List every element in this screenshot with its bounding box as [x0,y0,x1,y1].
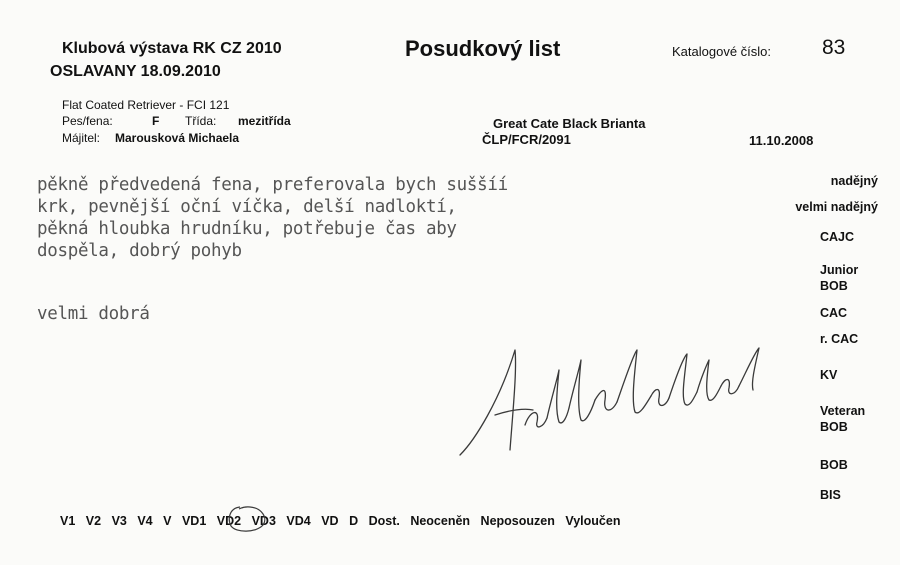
award-cac: CAC [820,306,848,320]
rating-option: Neposouzen [480,514,555,528]
rating-option-selected: VD2 [216,514,242,528]
owner-label: Májitel: [62,131,101,145]
breed: Flat Coated Retriever - FCI 121 [62,98,230,112]
dog-name: Great Cate Black Brianta [493,116,646,131]
rating-option: V2 [85,514,102,528]
award-veteran-bob: BOB [820,420,848,434]
class-label: Třída: [185,114,217,128]
rating-option: VD [321,514,339,528]
award-r-cac: r. CAC [820,332,859,346]
rating-option: V3 [111,514,127,528]
award-velmi-nadejny: velmi nadějný [795,200,878,214]
award-junior-bob: BOB [820,279,848,293]
catalog-number: 83 [822,36,846,59]
award-cajc: CAJC [820,230,855,244]
award-bob: BOB [820,458,848,472]
award-nadejny: nadějný [830,174,878,188]
assessment-line: krk, pevnější oční víčka, delší nadloktí, [37,197,457,217]
show-place-date: OSLAVANY 18.09.2010 [50,63,221,80]
assessment-grade: velmi dobrá [37,304,150,324]
award-kv: KV [820,368,838,382]
rating-option: VD4 [286,514,311,528]
assessment-line: pěkně předvedená fena, preferovala bych suššíí [37,175,508,195]
rating-option: Dost. [368,514,400,528]
assessment-line: pěkná hloubka hrudníku, potřebuje čas aby [37,219,457,239]
show-name: Klubová výstava RK CZ 2010 [62,40,282,57]
award-bis: BIS [820,488,841,502]
award-junior: Junior [820,263,859,277]
rating-option: Vyloučen [565,514,621,528]
rating-option: V [163,514,172,528]
rating-options [60,514,627,528]
sex-label: Pes/fena: [62,114,113,128]
assessment-line: dospěla, dobrý pohyb [37,241,242,261]
owner-value: Marousková Michaela [115,131,240,145]
award-veteran: Veteran [820,404,866,418]
sex-value: F [152,114,160,128]
selected-rating-circle-icon [226,504,268,534]
rating-option: Neoceněn [410,514,471,528]
catalog-label: Katalogové číslo: [672,44,772,59]
rating-option: D [349,514,359,528]
rating-option: VD1 [181,514,207,528]
rating-option: V1 [60,514,76,528]
rating-option: V4 [137,514,153,528]
birth-date: 11.10.2008 [749,133,814,148]
judge-signature-icon [455,330,775,480]
rating-option: VD3 [251,514,276,528]
class-value: mezitřída [238,114,291,128]
document-title: Posudkový list [405,36,561,61]
dog-registration: ČLP/FCR/2091 [482,132,571,147]
